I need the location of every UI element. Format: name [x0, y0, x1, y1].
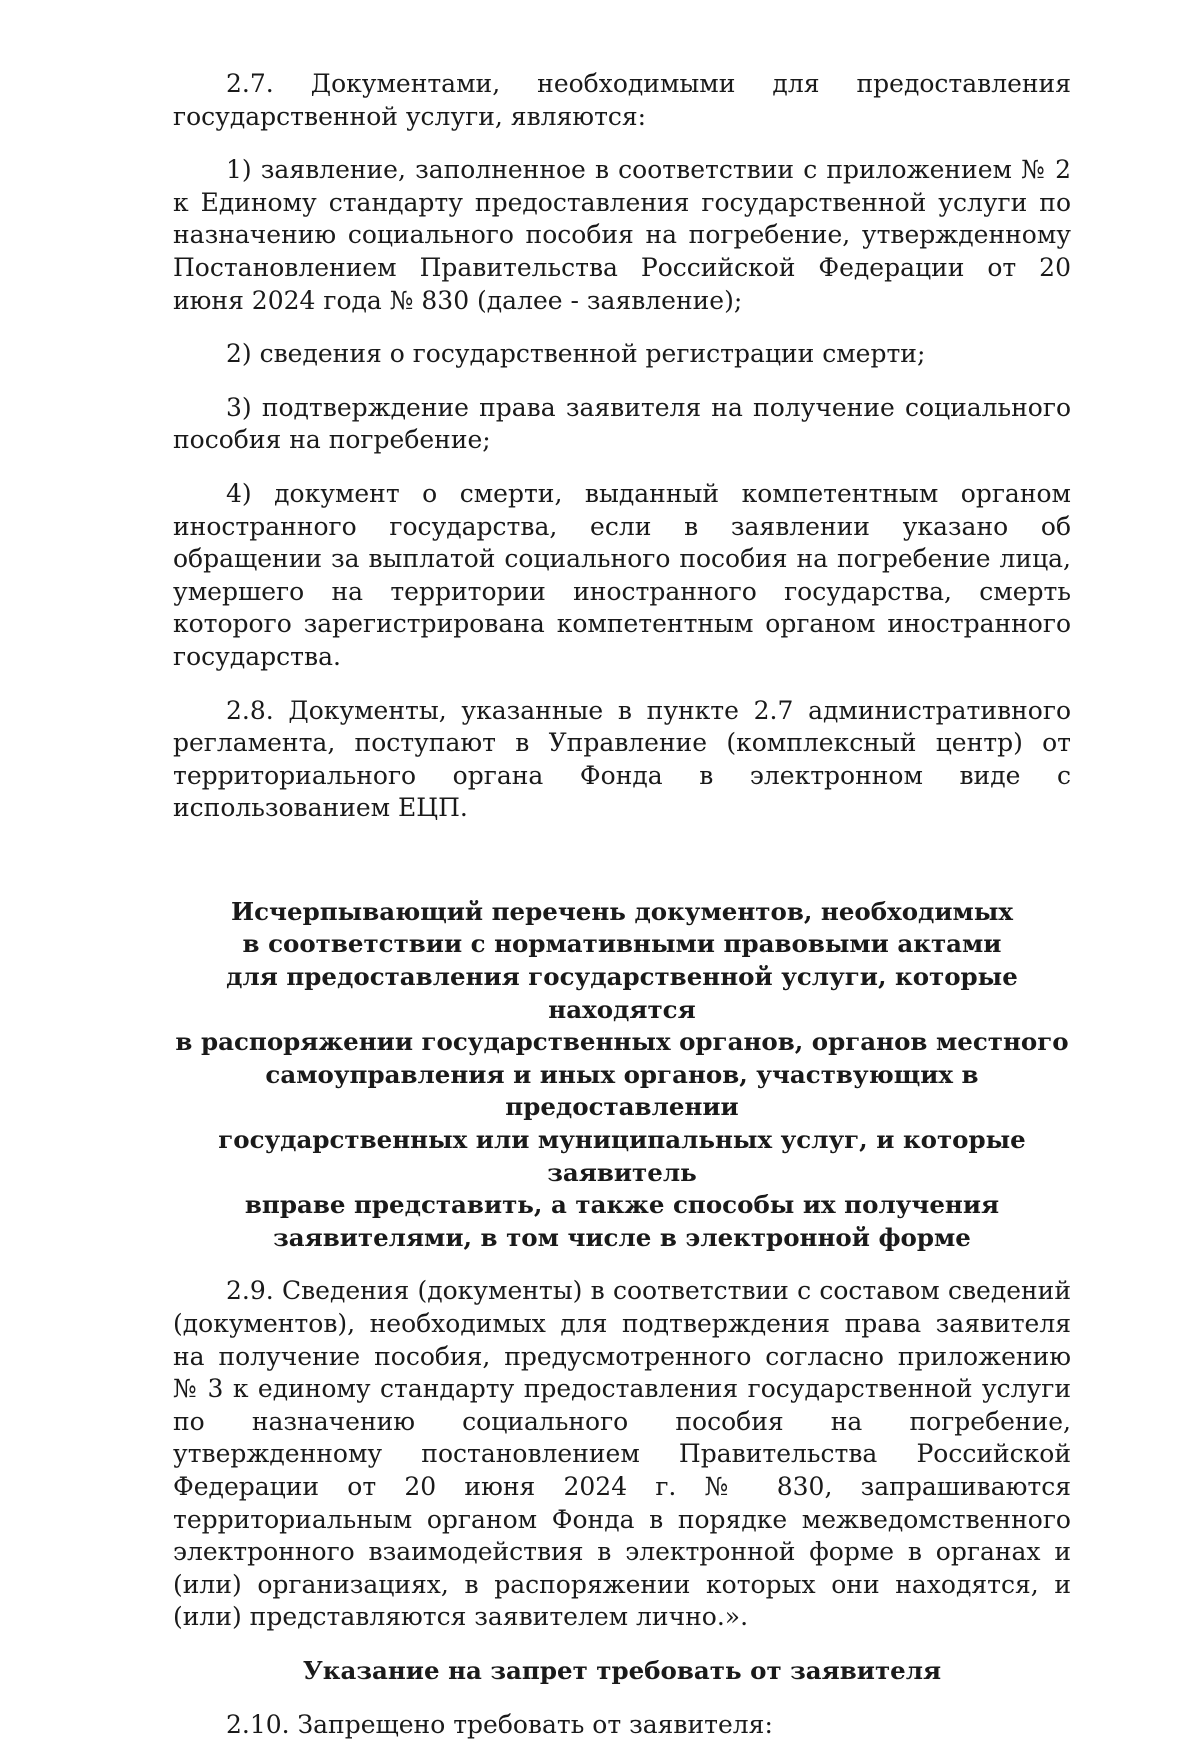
heading-line: вправе представить, а также способы их получения: [244, 1190, 1000, 1220]
heading-line: в соответствии с нормативными правовыми актами: [242, 929, 1002, 959]
section-heading-exhaustive-list: [173, 896, 1071, 1255]
paragraph-2-7: 2.7. Документами, необходимыми для предоставления государственной услуги, являются:: [173, 69, 1071, 131]
section-heading-prohibition: Указание на запрет требовать от заявителя: [302, 1655, 942, 1685]
heading-line: в распоряжении государственных органов, органов местного: [175, 1027, 1069, 1057]
list-item-1: 1) заявление, заполненное в соответствии с приложением № 2 к Единому стандарту предоставления государственной услуги по назначению социального пособия на погребение, утвержденному Постановлением Правительства Российской Федерации от 20 июня 2024 года № 830 (далее - заявление);: [173, 155, 1071, 315]
paragraph-2-10: 2.10. Запрещено требовать от заявителя:: [226, 1709, 773, 1739]
list-item-4: 4) документ о смерти, выданный компетентным органом иностранного государства, если в заявлении указано об обращении за выплатой социального пособия на погребение лица, умершего на территории иностранного государства, смерть которого зарегистрирована компетентным органом иностранного государства.: [173, 478, 1071, 671]
heading-line: самоуправления и иных органов, участвующих в предоставлении: [265, 1059, 979, 1122]
list-item-3: 3) подтверждение права заявителя на получение социального пособия на погребение;: [173, 392, 1071, 455]
heading-line: заявителями, в том числе в электронной форме: [273, 1222, 971, 1252]
heading-line: Исчерпывающий перечень документов, необходимых: [230, 896, 1013, 926]
paragraph-2-8: 2.8. Документы, указанные в пункте 2.7 административного регламента, поступают в Управление (комплексный центр) от территориального органа Фонда в электронном виде с использованием ЕЦП.: [173, 695, 1071, 823]
heading-line: для предоставления государственной услуги, которые находятся: [226, 962, 1018, 1024]
paragraph-2-9: 2.9. Сведения (документы) в соответствии с составом сведений (документов), необходимых для подтверждения права заявителя на получение пособия, предусмотренного согласно приложению № 3 к единому стандарту предоставления государственной услуги по назначению социального пособия на погребение, утвержденному постановлением Правительства Российской Федерации от 20 июня 2024 г. № 830, запрашиваются территориальным органом Фонда в порядке межведомственного электронного взаимодействия в электронной форме в органах и (или) организациях, в распоряжении которых они находятся, и (или) представляются заявителем лично.».: [173, 1276, 1071, 1632]
list-item-2: 2) сведения о государственной регистрации смерти;: [226, 339, 926, 369]
heading-line: государственных или муниципальных услуг, и которые заявитель: [218, 1125, 1026, 1187]
